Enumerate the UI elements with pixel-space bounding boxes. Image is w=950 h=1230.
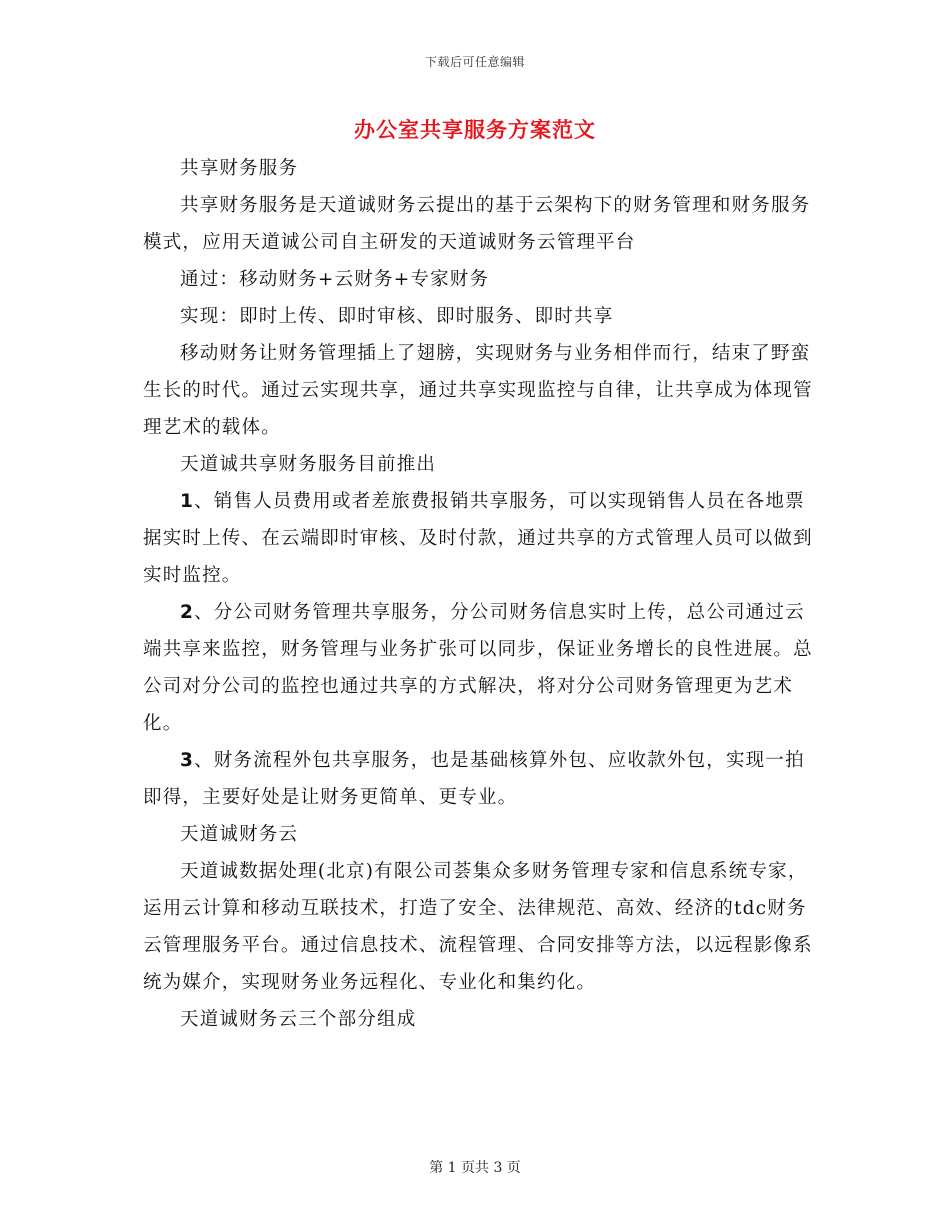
- paragraph-text: 、分公司财务管理共享服务，分公司财务信息实时上传，总公司通过云端共享来监控，财务管理与业务扩张可以同步，保证业务增长的良性进展。总公司对分公司的监控也通过共享的方式解决，将对分公司财务管理更为艺术化。: [143, 602, 813, 734]
- numbered-paragraph: [143, 483, 813, 594]
- paragraph-number: 1: [180, 491, 195, 512]
- header-note: 下载后可任意编辑: [424, 55, 525, 69]
- paragraph-text: 、财务流程外包共享服务，也是基础核算外包、应收款外包，实现一拍即得，主要好处是让财务更简单、更专业。: [143, 750, 805, 808]
- paragraph: [143, 853, 813, 1001]
- paragraph: [143, 446, 813, 483]
- paragraph-number: 2: [180, 602, 195, 623]
- paragraph: [143, 298, 813, 335]
- paragraph-text: 共享财务服务是天道诚财务云提出的基于云架构下的财务管理和财务服务模式，应用天道诚公司自主研发的天道诚财务云管理平台: [143, 195, 811, 253]
- paragraph-text: 天道诚财务云: [180, 824, 299, 845]
- paragraph-text: 共享财务服务: [180, 158, 299, 179]
- page-footer: 第 1 页共 3 页: [429, 1160, 521, 1176]
- document-title: 办公室共享服务方案范文: [354, 117, 596, 142]
- paragraph-text: 天道诚数据处理(北京)有限公司荟集众多财务管理专家和信息系统专家，运用云计算和移动互联技术，打造了安全、法律规范、高效、经济的tdc财务云管理服务平台。通过信息技术、流程管理、合同安排等方法，以远程影像系统为媒介，实现财务业务远程化、专业化和集约化。: [143, 861, 813, 993]
- paragraph: [143, 816, 813, 853]
- paragraph-text: 实现：即时上传、即时审核、即时服务、即时共享: [180, 306, 614, 327]
- paragraph: [143, 261, 813, 298]
- document-body: [143, 150, 813, 1038]
- paragraph-text: 天道诚财务云三个部分组成: [180, 1009, 417, 1030]
- numbered-paragraph: [143, 742, 813, 816]
- paragraph: [143, 150, 813, 187]
- paragraph: [143, 335, 813, 446]
- paragraph-text: 天道诚共享财务服务目前推出: [180, 454, 437, 475]
- paragraph: [143, 1001, 813, 1038]
- paragraph-number: 3: [180, 750, 195, 771]
- numbered-paragraph: [143, 594, 813, 742]
- paragraph-text: 、销售人员费用或者差旅费报销共享服务，可以实现销售人员在各地票据实时上传、在云端即时审核、及时付款，通过共享的方式管理人员可以做到实时监控。: [143, 491, 813, 586]
- paragraph-text: 通过：移动财务+云财务+专家财务: [180, 269, 490, 290]
- paragraph-text: 移动财务让财务管理插上了翅膀，实现财务与业务相伴而行，结束了野蛮生长的时代。通过云实现共享，通过共享实现监控与自律，让共享成为体现管理艺术的载体。: [143, 343, 813, 438]
- paragraph: [143, 187, 813, 261]
